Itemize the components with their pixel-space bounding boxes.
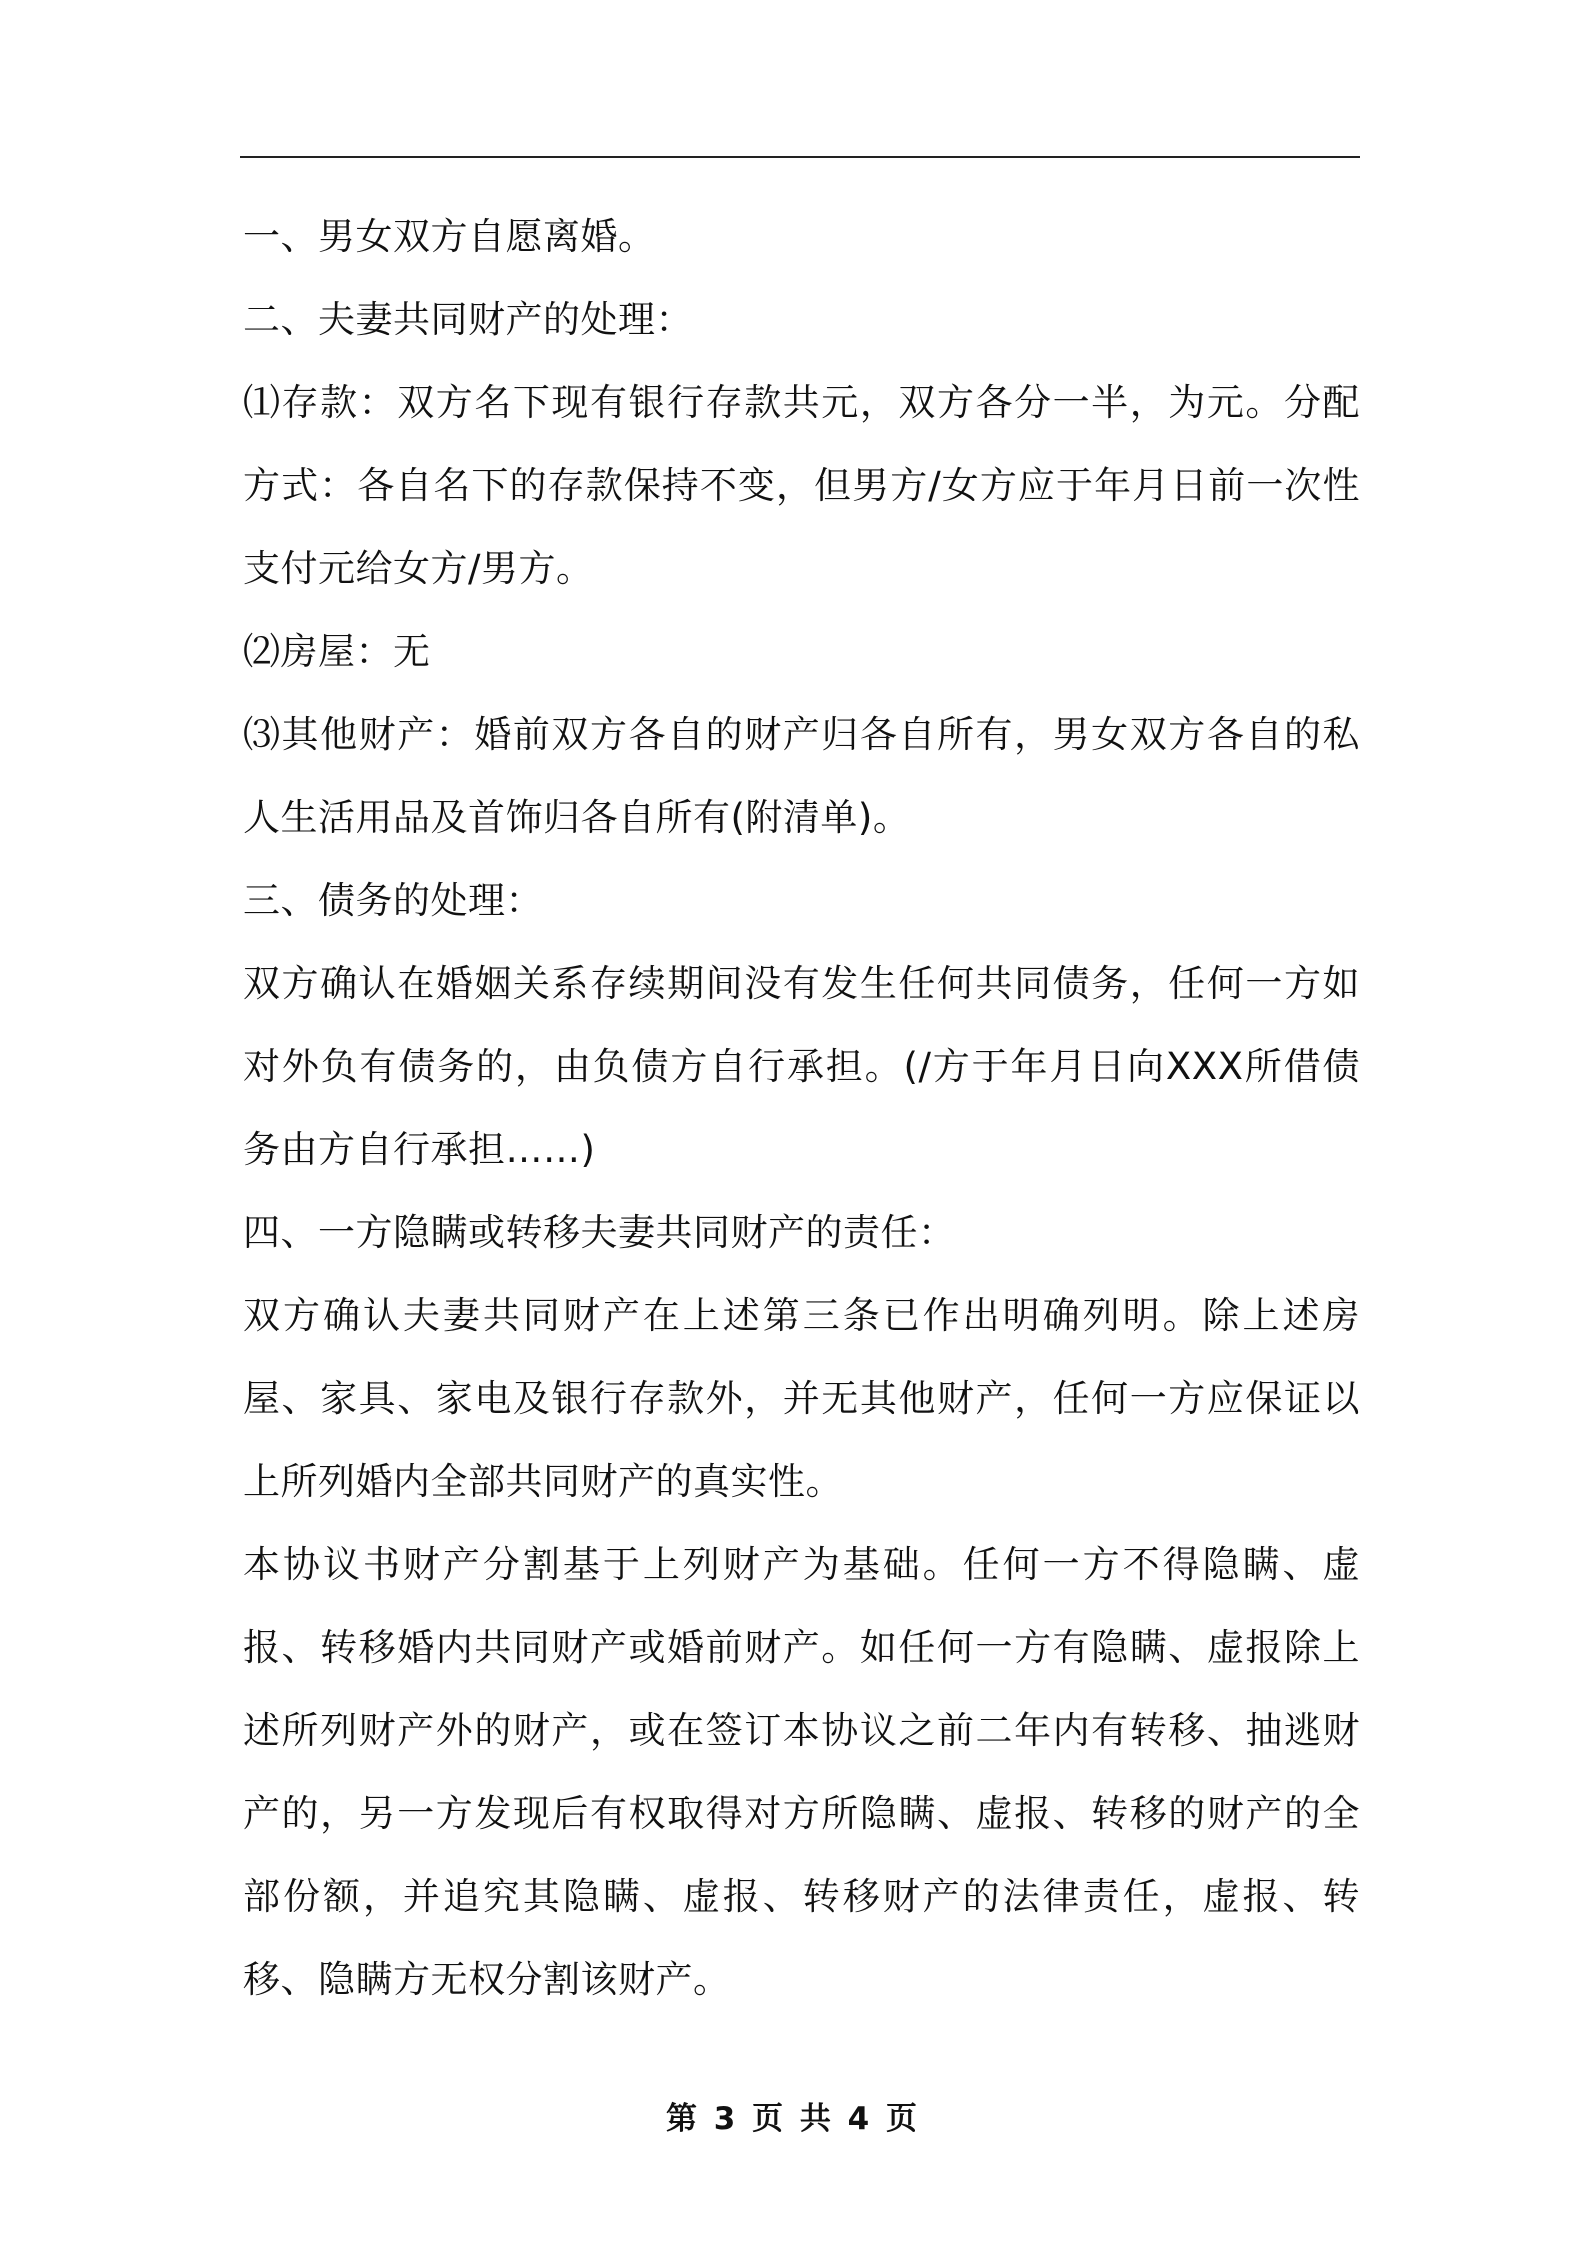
clause-debts: 双方确认在婚姻关系存续期间没有发生任何共同债务，任何一方如对外负有债务的，由负债方自行承担。(/方于年月日向XXX所借债务由方自行承担……) <box>243 962 1360 1171</box>
header-rule <box>240 156 1360 158</box>
section-heading-4: 四、一方隐瞒或转移夫妻共同财产的责任： <box>243 1211 956 1254</box>
section-heading-1: 一、男女双方自愿离婚。 <box>243 215 656 258</box>
clause-concealment-liability: 本协议书财产分割基于上列财产为基础。任何一方不得隐瞒、虚报、转移婚内共同财产或婚前财产。如任何一方有隐瞒、虚报除上述所列财产外的财产，或在签订本协议之前二年内有转移、抽逃财产的，另一方发现后有权取得对方所隐瞒、虚报、转移的财产的全部份额，并追究其隐瞒、虚报、转移财产的法律责任，虚报、转移、隐瞒方无权分割该财产。 <box>243 1543 1360 2001</box>
clause-deposits: ⑴存款：双方名下现有银行存款共元，双方各分一半，为元。分配方式：各自名下的存款保持不变，但男方/女方应于年月日前一次性支付元给女方/男方。 <box>243 381 1360 590</box>
page-footer: 第 3 页 共 4 页 <box>665 2101 921 2137</box>
section-heading-2: 二、夫妻共同财产的处理： <box>243 298 693 341</box>
document-body <box>243 195 1360 2021</box>
clause-property-confirmation: 双方确认夫妻共同财产在上述第三条已作出明确列明。除上述房屋、家具、家电及银行存款外，并无其他财产，任何一方应保证以上所列婚内全部共同财产的真实性。 <box>243 1294 1360 1503</box>
section-heading-3: 三、债务的处理： <box>243 879 543 922</box>
clause-other-property: ⑶其他财产：婚前双方各自的财产归各自所有，男女双方各自的私人生活用品及首饰归各自所有(附清单)。 <box>243 713 1360 839</box>
clause-house: ⑵房屋：无 <box>243 630 431 673</box>
